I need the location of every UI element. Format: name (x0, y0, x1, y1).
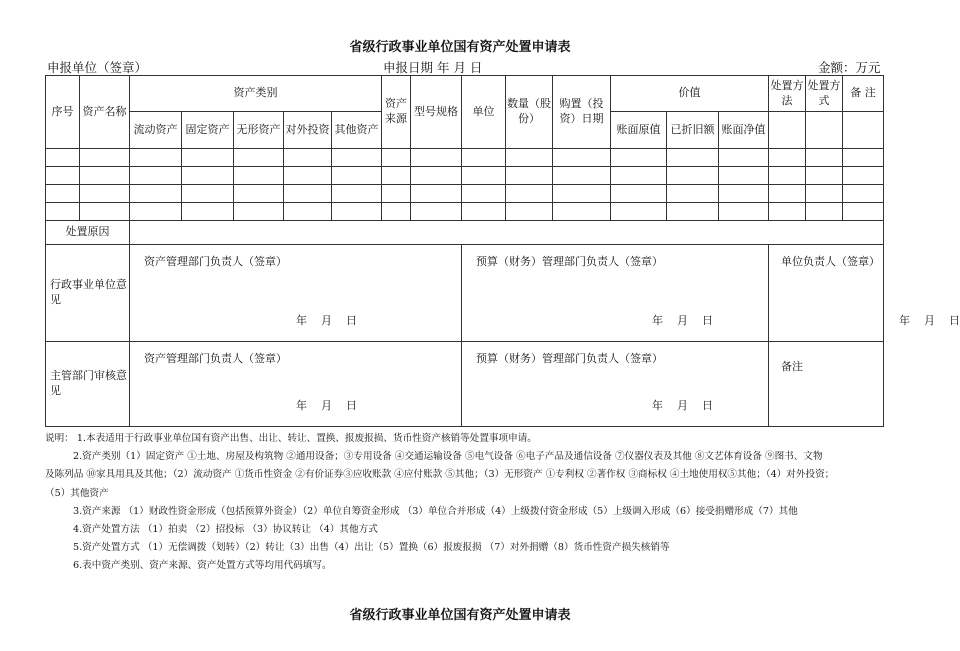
signature-label: 资产管理部门负责人（签章） (144, 352, 287, 365)
cell[interactable] (332, 203, 382, 221)
unit-budget-manager-sign[interactable] (462, 245, 769, 342)
cell[interactable] (611, 203, 667, 221)
cell[interactable] (719, 167, 769, 185)
cell[interactable] (382, 203, 411, 221)
col-seq: 序号 (46, 76, 80, 149)
col-book-net: 账面净值 (719, 112, 769, 149)
cell[interactable] (843, 149, 884, 167)
col-mode: 处置方式 (806, 76, 843, 112)
remark-label: 备注 (781, 360, 804, 373)
cell[interactable] (667, 185, 719, 203)
cell[interactable] (462, 167, 506, 185)
cell[interactable] (130, 203, 182, 221)
cell[interactable] (182, 149, 234, 167)
cell[interactable] (462, 203, 506, 221)
cell[interactable] (234, 203, 284, 221)
cell[interactable] (284, 185, 332, 203)
cell[interactable] (182, 203, 234, 221)
cell[interactable] (182, 167, 234, 185)
unit-head-sign[interactable] (769, 245, 960, 342)
signature-label: 单位负责人（签章） (781, 255, 881, 268)
cell[interactable] (284, 203, 332, 221)
cell[interactable] (234, 167, 284, 185)
supervisor-budget-manager-sign[interactable] (462, 342, 769, 427)
date-line: 年 月 日 (296, 399, 357, 413)
cell[interactable] (806, 203, 843, 221)
signature-label: 资产管理部门负责人（签章） (144, 255, 287, 268)
signature-label: 预算（财务）管理部门负责人（签章） (476, 255, 663, 268)
cell[interactable] (769, 167, 806, 185)
cell[interactable] (411, 149, 462, 167)
note-line: 6.表中资产类别、资产来源、资产处置方式等均用代码填写。 (73, 560, 332, 572)
cell[interactable] (843, 167, 884, 185)
cell[interactable] (130, 167, 182, 185)
col-cat-fixed: 固定资产 (182, 112, 234, 149)
cell[interactable] (719, 185, 769, 203)
table-row (46, 167, 884, 185)
reason-label: 处置原因 (46, 221, 130, 245)
cell[interactable] (553, 167, 611, 185)
cell[interactable] (130, 149, 182, 167)
col-book-original: 账面原值 (611, 112, 667, 149)
cell[interactable] (284, 149, 332, 167)
footer-title: 省级行政事业单位国有资产处置申请表 (349, 608, 571, 623)
cell[interactable] (843, 203, 884, 221)
cell[interactable] (382, 149, 411, 167)
cell[interactable] (182, 185, 234, 203)
signature-label: 预算（财务）管理部门负责人（签章） (476, 352, 663, 365)
cell[interactable] (611, 185, 667, 203)
note-line: 及陈列品 ⑩家具用具及其他；（2）流动资产 ①货币性资金 ②有价证券③应收账款 ④应付账款 ⑤其他；（3）无形资产 ①专利权 ②著作权 ③商标权 ④土地使用权⑤其他；（4）对外投资； (45, 469, 835, 481)
cell[interactable] (411, 167, 462, 185)
note-line: 3.资产来源 （1）财政性资金形成（包括预算外资金）（2）单位自筹资金形成 （3）单位合并形成（4）上级拨付资金形成（5）上级调入形成（6）接受捐赠形成（7）其他 (73, 505, 798, 517)
col-cat-intangible: 无形资产 (234, 112, 284, 149)
cell[interactable] (80, 167, 130, 185)
reason-input[interactable] (130, 221, 884, 245)
amount-unit-label: 金额：万元 (818, 60, 881, 75)
col-cat-current: 流动资产 (130, 112, 182, 149)
col-purchase-date: 购置（投资）日期 (553, 76, 611, 149)
cell[interactable] (382, 185, 411, 203)
col-quantity: 数量（股份） (506, 76, 553, 149)
cell[interactable] (719, 203, 769, 221)
cell[interactable] (806, 149, 843, 167)
note-line: 说明： 1.本表适用于行政事业单位国有资产出售、出让、转让、置换、报废报损、货币性资产核销等处置事项申请。 (45, 433, 537, 444)
cell[interactable] (719, 149, 769, 167)
date-line: 年 月 日 (899, 314, 960, 328)
page-title: 省级行政事业单位国有资产处置申请表 (349, 40, 571, 55)
cell[interactable] (284, 167, 332, 185)
cell[interactable] (506, 203, 553, 221)
cell[interactable] (462, 185, 506, 203)
col-source: 资产来源 (382, 76, 411, 149)
cell[interactable] (130, 185, 182, 203)
note-line: （5）其他资产 (45, 487, 109, 499)
date-line: 年 月 日 (652, 399, 713, 413)
unit-asset-manager-sign[interactable] (130, 245, 462, 342)
note-line: 5.资产处置方式 （1）无偿调拨（划转）（2）转让（3）出售（4）出让（5）置换（6）报废报损 （7）对外捐赠（8）货币性资产损失核销等 (73, 542, 670, 554)
application-date-label: 申报日期 年 月 日 (383, 60, 483, 75)
cell[interactable] (806, 167, 843, 185)
cell[interactable] (667, 149, 719, 167)
cell[interactable] (382, 167, 411, 185)
cell[interactable] (553, 185, 611, 203)
cell[interactable] (80, 149, 130, 167)
cell[interactable] (411, 185, 462, 203)
cell[interactable] (411, 203, 462, 221)
col-model: 型号规格 (411, 76, 462, 149)
cell[interactable] (80, 185, 130, 203)
cell[interactable] (332, 149, 382, 167)
date-line: 年 月 日 (652, 314, 713, 328)
cell[interactable] (46, 149, 80, 167)
cell[interactable] (506, 149, 553, 167)
cell[interactable] (46, 167, 80, 185)
cell (843, 112, 884, 149)
cell[interactable] (769, 203, 806, 221)
date-line: 年 月 日 (296, 314, 357, 328)
supervisor-opinion-label: 主管部门审核意见 (46, 342, 130, 427)
cell (806, 112, 843, 149)
cell (769, 112, 806, 149)
cell[interactable] (611, 167, 667, 185)
table-row (46, 149, 884, 167)
table-row (46, 185, 884, 203)
cell[interactable] (769, 149, 806, 167)
disposal-form-table (45, 75, 960, 427)
applicant-unit-label: 申报单位（签章） (47, 60, 148, 75)
cell[interactable] (46, 185, 80, 203)
col-cat-invest: 对外投资 (284, 112, 332, 149)
cell[interactable] (462, 149, 506, 167)
cell[interactable] (80, 203, 130, 221)
cell[interactable] (234, 149, 284, 167)
unit-opinion-label: 行政事业单位意见 (46, 245, 130, 342)
cell[interactable] (843, 185, 884, 203)
cell[interactable] (806, 185, 843, 203)
cell[interactable] (553, 149, 611, 167)
col-asset-name: 资产名称 (80, 76, 130, 149)
col-depreciated: 已折旧额 (667, 112, 719, 149)
cell[interactable] (553, 203, 611, 221)
note-line: 4.资产处置方法 （1）拍卖 （2）招投标 （3）协议转让 （4）其他方式 (73, 524, 378, 536)
col-cat-other: 其他资产 (332, 112, 382, 149)
cell[interactable] (769, 185, 806, 203)
col-category: 资产类别 (130, 76, 382, 112)
cell[interactable] (234, 185, 284, 203)
col-unit: 单位 (462, 76, 506, 149)
cell[interactable] (332, 167, 382, 185)
cell[interactable] (332, 185, 382, 203)
col-method: 处置方法 (769, 76, 806, 112)
note-line: 2.资产类别（1）固定资产 ①土地、房屋及构筑物 ②通用设备；③专用设备 ④交通运输设备 ⑤电气设备 ⑥电子产品及通信设备 ⑦仪器仪表及其他 ⑧文艺体育设备 ⑨图书、文物 (73, 451, 823, 463)
supervisor-asset-manager-sign[interactable] (130, 342, 462, 427)
cell[interactable] (667, 203, 719, 221)
cell[interactable] (506, 167, 553, 185)
notes-block (45, 430, 885, 576)
col-remark: 备 注 (843, 76, 884, 112)
cell[interactable] (46, 203, 80, 221)
table-row (46, 203, 884, 221)
supervisor-remark[interactable] (769, 342, 884, 427)
col-value: 价值 (611, 76, 769, 112)
cell[interactable] (667, 167, 719, 185)
cell[interactable] (506, 185, 553, 203)
cell[interactable] (611, 149, 667, 167)
